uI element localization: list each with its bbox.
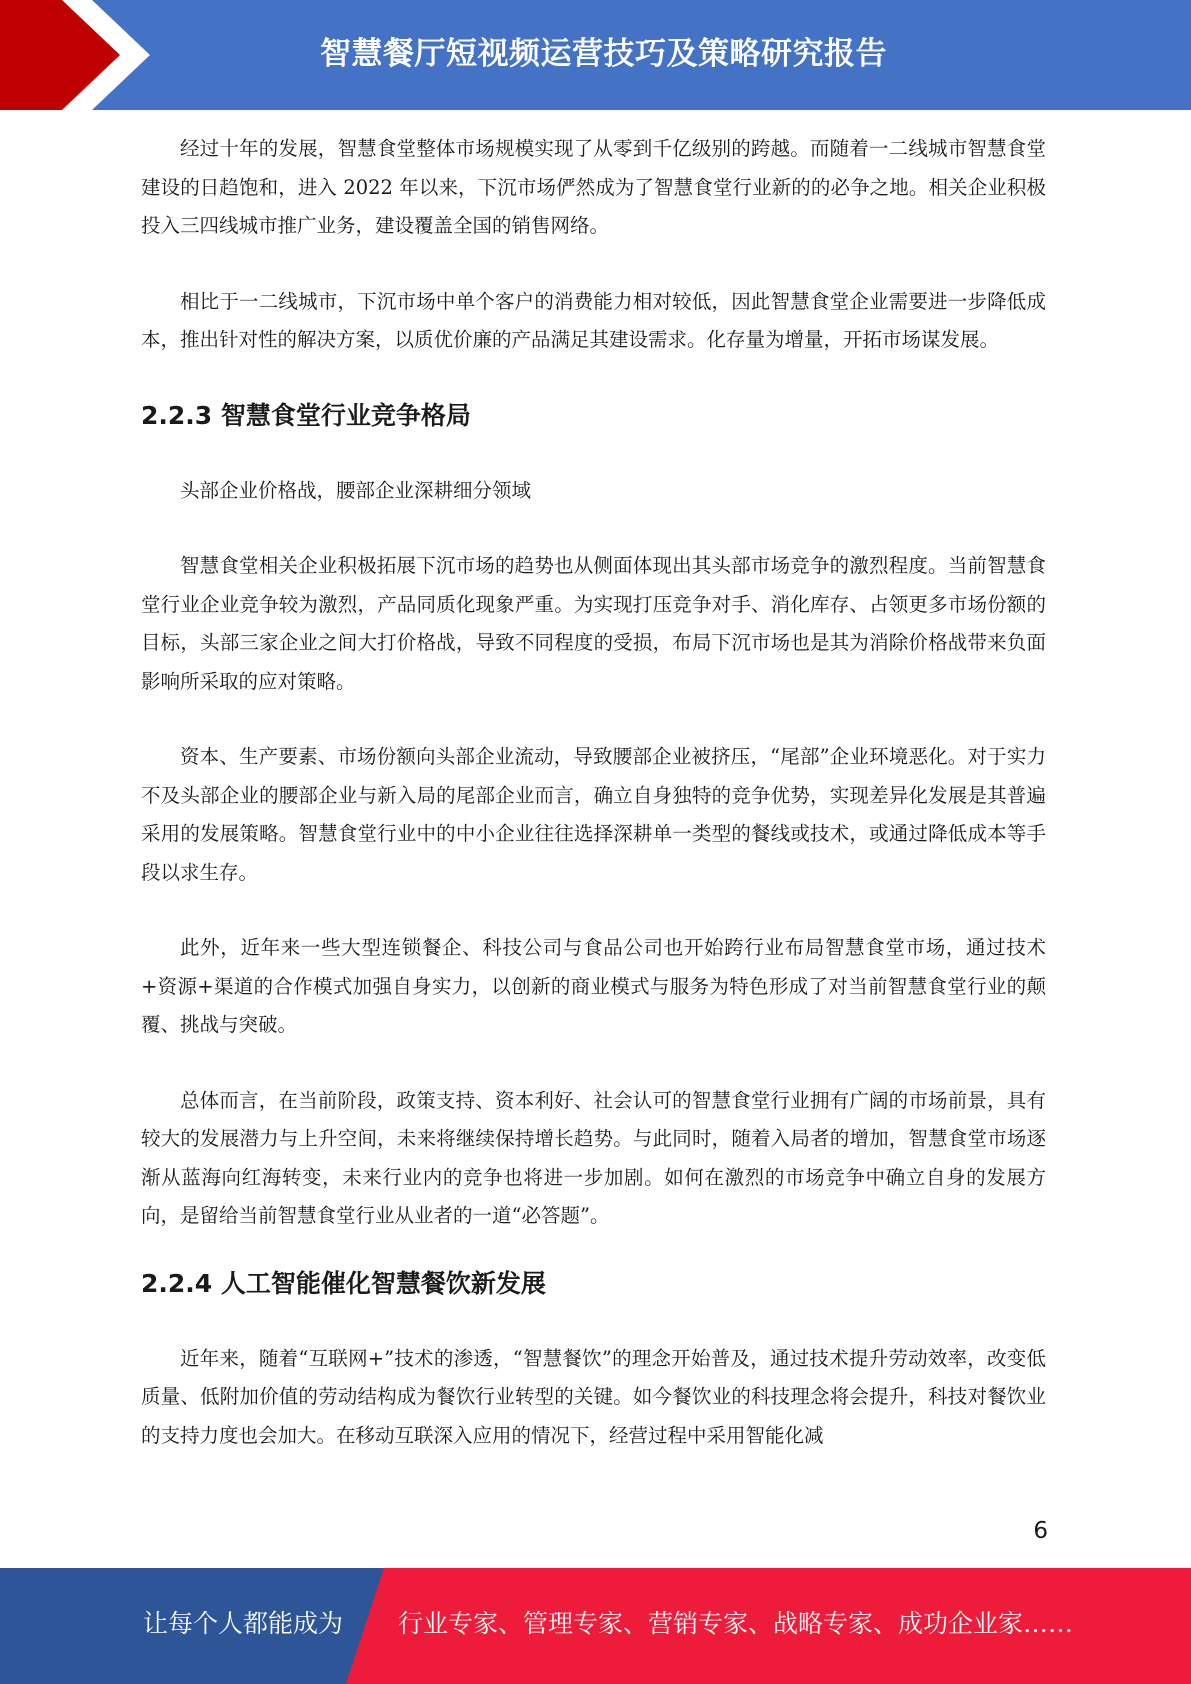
- footer-tagline: 行业专家、管理专家、营销专家、战略专家、成功企业家……: [398, 1609, 1074, 1638]
- paragraph: 相比于一二线城市，下沉市场中单个客户的消费能力相对较低，因此智慧食堂企业需要进一步降低成本，推出针对性的解决方案，以质优价廉的产品满足其建设需求。化存量为增量，开拓市场谋发展。: [141, 289, 1046, 351]
- paragraph: 经过十年的发展，智慧食堂整体市场规模实现了从零到千亿级别的跨越。而随着一二线城市智慧食堂建设的日趋饱和，进入 2022 年以来，下沉市场俨然成为了智慧食堂行业新的的必争之地。相关企业积极投入三四线城市推广业务，建设覆盖全国的销售网络。: [141, 137, 1046, 237]
- page-footer: [0, 1568, 1191, 1684]
- paragraph: 近年来，随着“互联网+”技术的渗透，“智慧餐饮”的理念开始普及，通过技术提升劳动效率，改变低质量、低附加价值的劳动结构成为餐饮行业转型的关键。如今餐饮业的科技理念将会提升，科技对餐饮业的支持力度也会加大。在移动互联深入应用的情况下，经营过程中采用智能化减: [141, 1346, 1046, 1447]
- paragraph: 资本、生产要素、市场份额向头部企业流动，导致腰部企业被挤压，“尾部”企业环境恶化。对于实力不及头部企业的腰部企业与新入局的尾部企业而言，确立自身独特的竞争优势，实现差异化发展是其普遍采用的发展策略。智慧食堂行业中的中小企业往往选择深耕单一类型的餐线或技术，或通过降低成本等手段以求生存。: [141, 745, 1046, 884]
- footer-slogan: 让每个人都能成为: [143, 1609, 344, 1638]
- section-heading: 2.2.4 人工智能催化智慧餐饮新发展: [141, 1268, 546, 1298]
- page-number: 6: [1033, 1518, 1048, 1544]
- page-header: [0, 0, 1191, 110]
- page-body: [141, 130, 1046, 1455]
- section-heading: 2.2.3 智慧食堂行业竞争格局: [141, 400, 471, 430]
- paragraph: 智慧食堂相关企业积极拓展下沉市场的趋势也从侧面体现出其头部市场竞争的激烈程度。当前智慧食堂行业企业竞争较为激烈，产品同质化现象严重。为实现打压竞争对手、消化库存、占领更多市场份额的目标，头部三家企业之间大打价格战，导致不同程度的受损，布局下沉市场也是其为消除价格战带来负面影响所采取的应对策略。: [141, 554, 1046, 693]
- paragraph: 总体而言，在当前阶段，政策支持、资本利好、社会认可的智慧食堂行业拥有广阔的市场前景，具有较大的发展潜力与上升空间，未来将继续保持增长趋势。与此同时，随着入局者的增加，智慧食堂市场逐渐从蓝海向红海转变，未来行业内的竞争也将进一步加剧。如何在激烈的市场竞争中确立自身的发展方向，是留给当前智慧食堂行业从业者的一道“必答题”。: [141, 1088, 1046, 1227]
- report-title: 智慧餐厅短视频运营技巧及策略研究报告: [320, 36, 887, 72]
- paragraph-subtitle: 头部企业价格战，腰部企业深耕细分领域: [180, 478, 532, 502]
- paragraph: 此外，近年来一些大型连锁餐企、科技公司与食品公司也开始跨行业布局智慧食堂市场，通过技术+资源+渠道的合作模式加强自身实力，以创新的商业模式与服务为特色形成了对当前智慧食堂行业的颠覆、挑战与突破。: [141, 936, 1046, 1036]
- header-chevron-decoration: [0, 0, 160, 110]
